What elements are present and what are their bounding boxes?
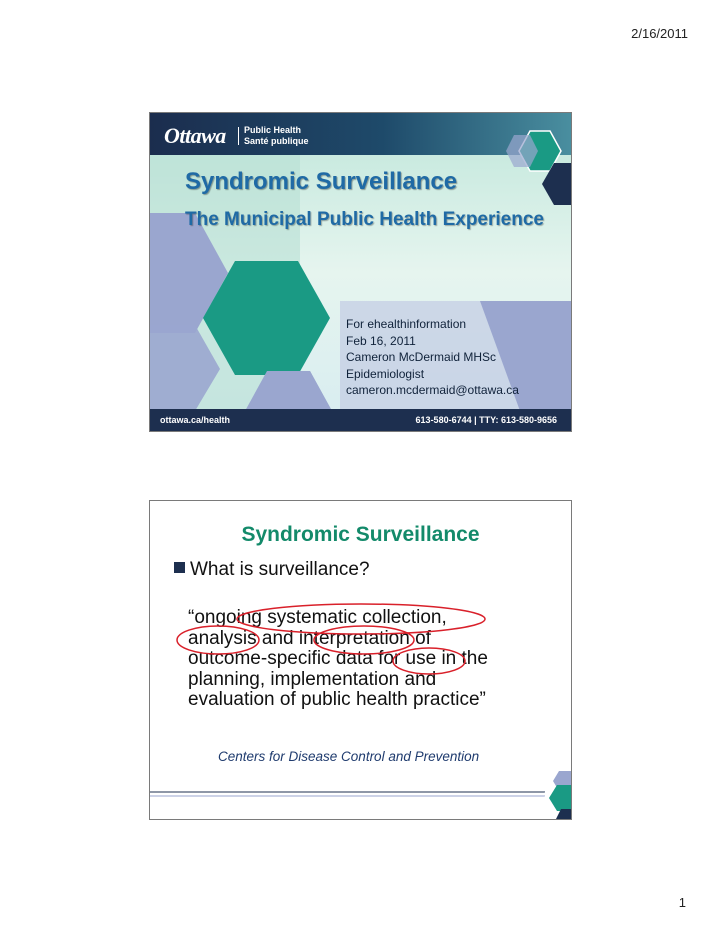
slide-title: Syndromic Surveillance xyxy=(241,523,480,546)
page-number: 1 xyxy=(678,895,686,910)
info-email: cameron.mcdermaid@ottawa.ca xyxy=(346,383,519,397)
info-line: Epidemiologist xyxy=(346,366,425,381)
title-slide xyxy=(149,112,572,432)
quote-line: evaluation of public health practice” xyxy=(188,689,486,710)
footer-phone: 613-580-6744 | TTY: 613-580-9656 xyxy=(415,415,557,425)
page-date: 2/16/2011 xyxy=(631,26,688,41)
ottawa-logo: Ottawa xyxy=(164,123,226,148)
slide-title: Syndromic Surveillance xyxy=(185,168,458,195)
content-slide xyxy=(149,500,572,820)
bullet-text: What is surveillance? xyxy=(190,559,370,580)
quote-line: outcome-specific data for use in the xyxy=(188,648,488,669)
footer-website: ottawa.ca/health xyxy=(160,415,231,425)
square-bullet-icon xyxy=(174,562,185,573)
quote-line: planning, implementation and xyxy=(188,668,437,690)
logo-sub-en: Public Health xyxy=(244,125,302,135)
quote-line: “ongoing systematic collection, xyxy=(188,607,447,628)
slide-header xyxy=(150,113,571,155)
presenter-info xyxy=(346,316,519,399)
definition-quote xyxy=(188,608,558,711)
info-line: Feb 16, 2011 xyxy=(346,333,416,348)
quote-source: Centers for Disease Control and Prevention xyxy=(218,749,480,764)
slide-number: 2 xyxy=(543,790,549,800)
slide-subtitle: The Municipal Public Health Experience xyxy=(185,209,544,230)
info-line: For ehealthinformation xyxy=(346,317,467,331)
footer-rule xyxy=(150,790,572,800)
info-line: Cameron McDermaid MHSc xyxy=(346,350,497,364)
logo-subtitle xyxy=(244,125,309,147)
quote-line: analysis and interpretation of xyxy=(188,627,431,649)
logo-divider xyxy=(238,127,239,145)
slide-footer xyxy=(150,409,571,431)
bullet-item xyxy=(174,559,370,581)
logo-sub-fr: Santé publique xyxy=(244,136,309,146)
